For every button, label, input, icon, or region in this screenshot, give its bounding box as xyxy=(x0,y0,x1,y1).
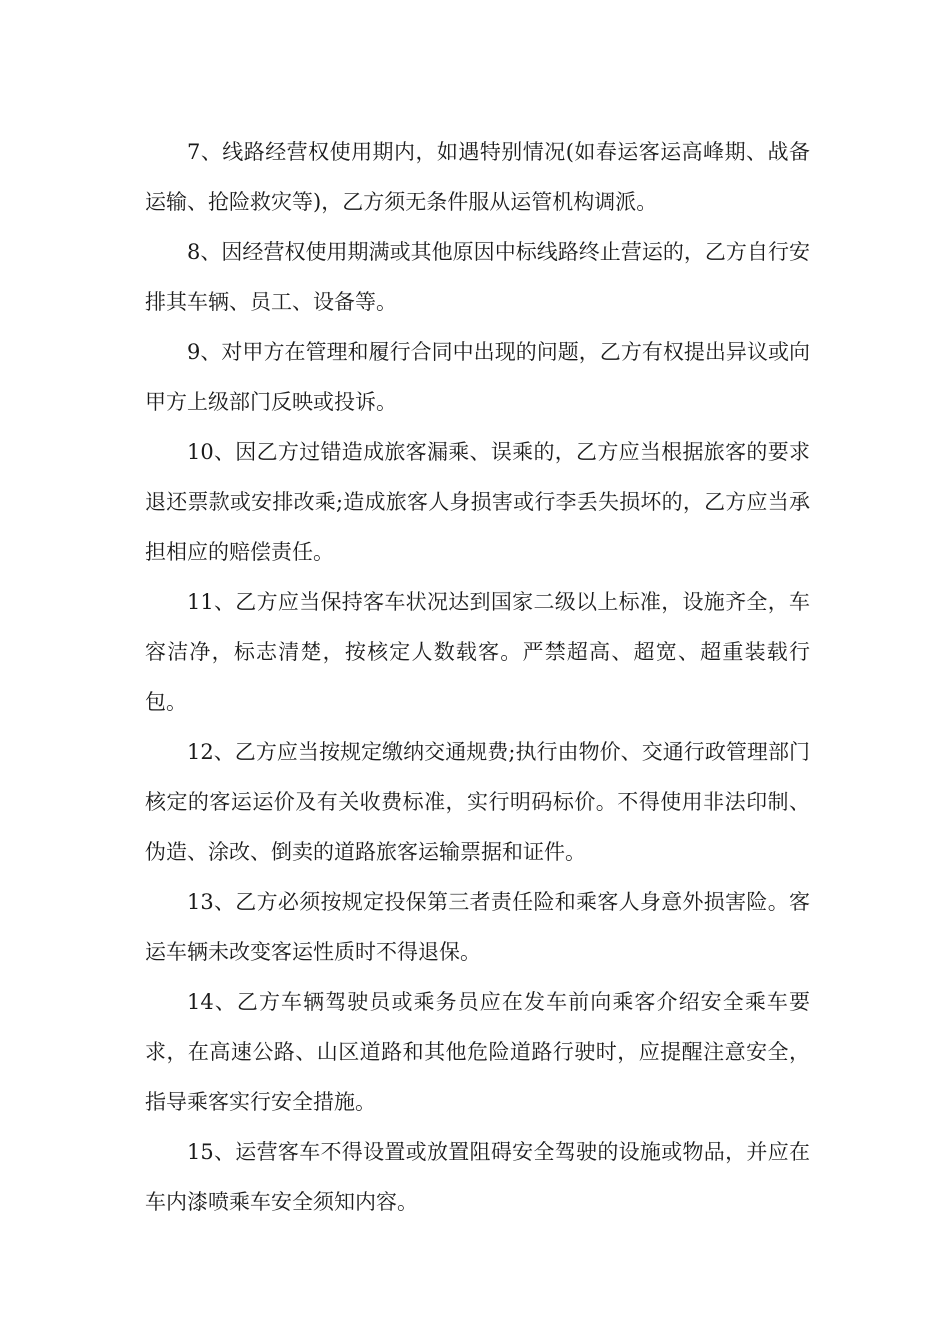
clause-7-paragraph: 7、线路经营权使用期内，如遇特别情况(如春运客运高峰期、战备运输、抢险救灾等)，乙方须无条件服从运管机构调派。 xyxy=(145,140,810,214)
clause-10-paragraph: 10、因乙方过错造成旅客漏乘、误乘的，乙方应当根据旅客的要求退还票款或安排改乘;造成旅客人身损害或行李丢失损坏的，乙方应当承担相应的赔偿责任。 xyxy=(145,440,810,564)
clause-15-paragraph: 15、运营客车不得设置或放置阻碍安全驾驶的设施或物品，并应在车内漆喷乘车安全须知内容。 xyxy=(145,1140,810,1214)
clause-11-paragraph: 11、乙方应当保持客车状况达到国家二级以上标准，设施齐全，车容洁净，标志清楚，按核定人数载客。严禁超高、超宽、超重装载行包。 xyxy=(145,590,810,714)
clause-13-paragraph: 13、乙方必须按规定投保第三者责任险和乘客人身意外损害险。客运车辆未改变客运性质时不得退保。 xyxy=(145,890,810,964)
clause-14-paragraph: 14、乙方车辆驾驶员或乘务员应在发车前向乘客介绍安全乘车要求，在高速公路、山区道路和其他危险道路行驶时，应提醒注意安全，指导乘客实行安全措施。 xyxy=(145,990,810,1114)
clause-12-paragraph: 12、乙方应当按规定缴纳交通规费;执行由物价、交通行政管理部门核定的客运运价及有关收费标准，实行明码标价。不得使用非法印制、伪造、涂改、倒卖的道路旅客运输票据和证件。 xyxy=(145,740,810,864)
document-body xyxy=(145,127,810,1227)
clause-8-paragraph: 8、因经营权使用期满或其他原因中标线路终止营运的，乙方自行安排其车辆、员工、设备等。 xyxy=(145,240,810,314)
clause-9-paragraph: 9、对甲方在管理和履行合同中出现的问题，乙方有权提出异议或向甲方上级部门反映或投诉。 xyxy=(145,340,810,414)
